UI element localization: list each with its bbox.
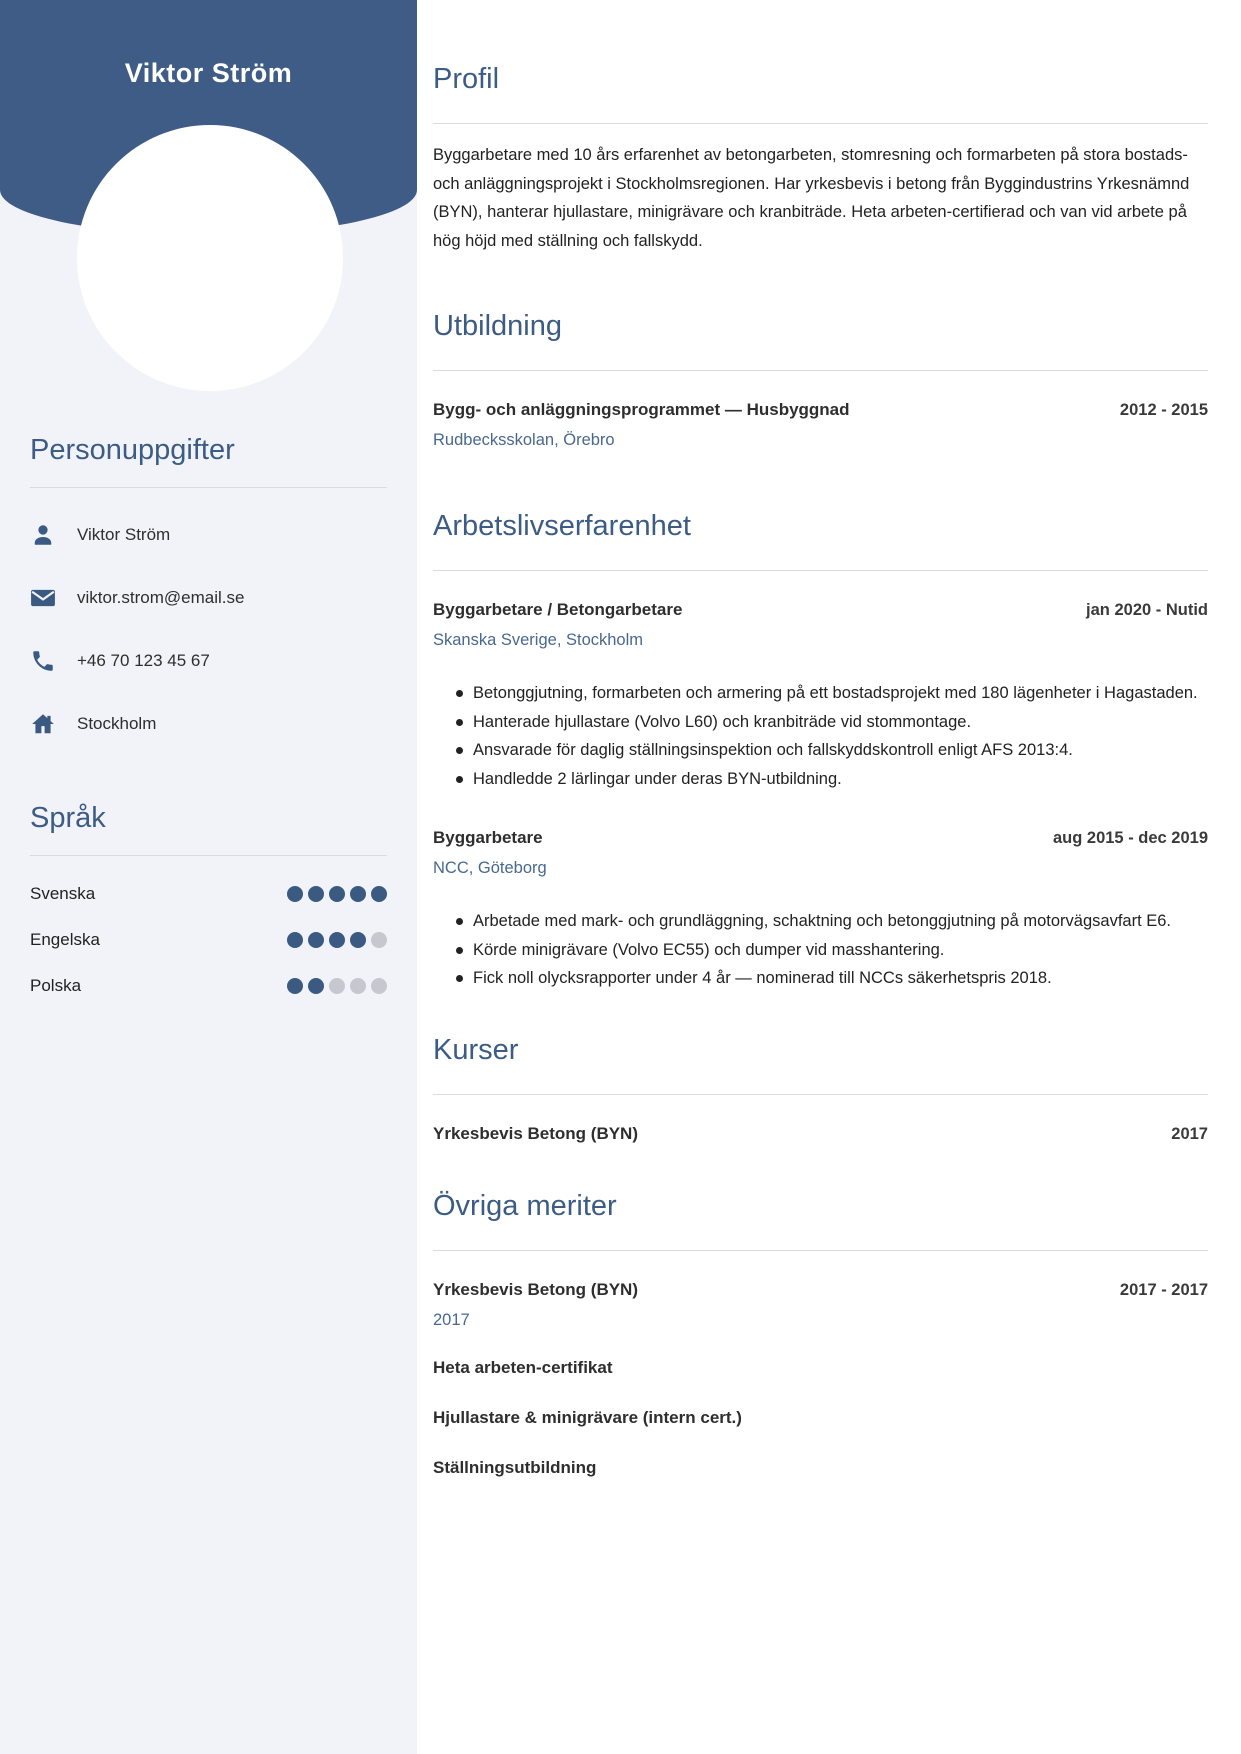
course-title: Yrkesbevis Betong (BYN) xyxy=(433,1123,638,1143)
level-dot-filled xyxy=(329,932,345,948)
education-heading: Utbildning xyxy=(433,309,1208,371)
contact-location-value: Stockholm xyxy=(77,714,157,733)
contact-row-phone xyxy=(30,648,387,674)
level-dot-empty xyxy=(371,932,387,948)
level-dot-filled xyxy=(287,978,303,994)
courses-section xyxy=(433,1033,1208,1149)
job-title: Byggarbetare xyxy=(433,828,543,847)
job-bullet: Arbetade med mark- och grundläggning, schaktning och betonggjutning på motorvägsavfart E6. xyxy=(433,907,1208,936)
job-company: Skanska Sverige, Stockholm xyxy=(433,631,644,649)
contact-row-email xyxy=(30,585,387,611)
level-dot-filled xyxy=(308,978,324,994)
job-bullet: Fick noll olycksrapporter under 4 år — nominerad till NCCs säkerhetspris 2018. xyxy=(433,964,1208,993)
sidebar xyxy=(0,0,417,1754)
course-date: 2017 xyxy=(1171,1124,1208,1143)
courses-heading: Kurser xyxy=(433,1033,1208,1095)
profile-heading: Profil xyxy=(433,62,1208,124)
other-merits-section xyxy=(433,1189,1208,1483)
sidebar-content xyxy=(30,433,387,1022)
merit-entry-4 xyxy=(433,1453,1208,1483)
job-company: NCC, Göteborg xyxy=(433,859,547,877)
education-entry xyxy=(433,395,1208,453)
language-row-polska xyxy=(30,976,387,996)
merit-title: Heta arbeten-certifikat xyxy=(433,1357,613,1377)
experience-section xyxy=(433,509,1208,993)
main-column xyxy=(433,0,1208,1483)
job-bullet-list xyxy=(433,679,1208,793)
education-title: Bygg- och anläggningsprogrammet — Husbyggnad xyxy=(433,400,850,419)
candidate-name: Viktor Ström xyxy=(124,58,293,88)
contact-row-location xyxy=(30,711,387,737)
language-row-engelska xyxy=(30,930,387,950)
level-dot-filled xyxy=(371,886,387,902)
merit-entry-1 xyxy=(433,1275,1208,1333)
merit-entry-3 xyxy=(433,1403,1208,1433)
experience-heading: Arbetslivserfarenhet xyxy=(433,509,1208,571)
contact-email-value: viktor.strom@email.se xyxy=(77,588,245,607)
job-bullet: Körde minigrävare (Volvo EC55) och dumper vid masshantering. xyxy=(433,936,1208,965)
entry-head xyxy=(433,1119,1208,1149)
contact-row-name xyxy=(30,522,387,548)
entry-head xyxy=(433,395,1208,425)
contact-list xyxy=(30,522,387,737)
personal-details-section xyxy=(30,433,387,737)
phone-icon xyxy=(30,648,56,674)
level-dot-filled xyxy=(350,886,366,902)
merit-subtitle: 2017 xyxy=(433,1310,470,1329)
language-level-dots xyxy=(287,978,387,994)
job-date: aug 2015 - dec 2019 xyxy=(1052,829,1208,847)
entry-head xyxy=(433,1275,1208,1305)
contact-phone-value: +46 70 123 45 67 xyxy=(77,651,210,670)
other-merits-heading: Övriga meriter xyxy=(433,1189,1208,1251)
personal-details-heading: Personuppgifter xyxy=(30,433,387,488)
entry-head xyxy=(433,823,1208,853)
experience-entry-2 xyxy=(433,823,1208,993)
level-dot-filled xyxy=(350,932,366,948)
merit-entry-2 xyxy=(433,1353,1208,1383)
job-date: jan 2020 - Nutid xyxy=(1086,601,1208,619)
envelope-icon xyxy=(30,585,56,611)
languages-heading: Språk xyxy=(30,801,387,856)
job-bullet: Betonggjutning, formarbeten och armering på ett bostadsprojekt med 180 lägenheter i Hagastaden. xyxy=(433,679,1208,708)
contact-name-value: Viktor Ström xyxy=(77,525,171,544)
entry-head xyxy=(433,595,1208,625)
languages-section xyxy=(30,801,387,996)
level-dot-filled xyxy=(308,932,324,948)
merit-title: Hjullastare & minigrävare (intern cert.) xyxy=(433,1407,742,1427)
merit-title: Ställningsutbildning xyxy=(433,1457,597,1477)
merit-date: 2017 - 2017 xyxy=(1119,1280,1208,1299)
person-icon xyxy=(30,522,56,548)
education-date: 2012 - 2015 xyxy=(1119,401,1208,419)
merit-title: Yrkesbevis Betong (BYN) xyxy=(433,1279,638,1299)
experience-entry-1 xyxy=(433,595,1208,793)
language-row-svenska xyxy=(30,884,387,904)
job-bullet: Ansvarade för daglig ställningsinspektion och fallskyddskontroll enligt AFS 2013:4. xyxy=(433,736,1208,765)
education-section xyxy=(433,309,1208,453)
language-label: Polska xyxy=(30,976,82,995)
level-dot-filled xyxy=(329,886,345,902)
level-dot-filled xyxy=(308,886,324,902)
education-school: Rudbecksskolan, Örebro xyxy=(433,431,615,449)
job-bullet-list xyxy=(433,907,1208,993)
level-dot-filled xyxy=(287,932,303,948)
language-level-dots xyxy=(287,932,387,948)
avatar xyxy=(77,125,343,391)
level-dot-filled xyxy=(287,886,303,902)
profile-text: Byggarbetare med 10 års erfarenhet av betongarbeten, stomresning och formarbeten på stora bostads- och anläggningsprojekt i Stockholmsregionen. Har yrkesbevis i betong från Byggindustrins Yrkesnämnd (BYN), hanterar hjullastare, minigrävare och kranbiträde. Heta arbeten-certifierad och van vid arbete på hög höjd med ställning och fallskydd. xyxy=(433,146,1190,250)
language-label: Svenska xyxy=(30,884,96,903)
level-dot-empty xyxy=(350,978,366,994)
language-rows xyxy=(30,884,387,996)
job-title: Byggarbetare / Betongarbetare xyxy=(433,600,683,619)
level-dot-empty xyxy=(371,978,387,994)
language-level-dots xyxy=(287,886,387,902)
level-dot-empty xyxy=(329,978,345,994)
language-label: Engelska xyxy=(30,930,100,949)
job-bullet: Handledde 2 lärlingar under deras BYN-utbildning. xyxy=(433,765,1208,794)
home-icon xyxy=(30,711,56,737)
profile-section xyxy=(433,0,1208,255)
course-entry xyxy=(433,1119,1208,1149)
job-bullet: Hanterade hjullastare (Volvo L60) och kranbiträde vid stommontage. xyxy=(433,708,1208,737)
